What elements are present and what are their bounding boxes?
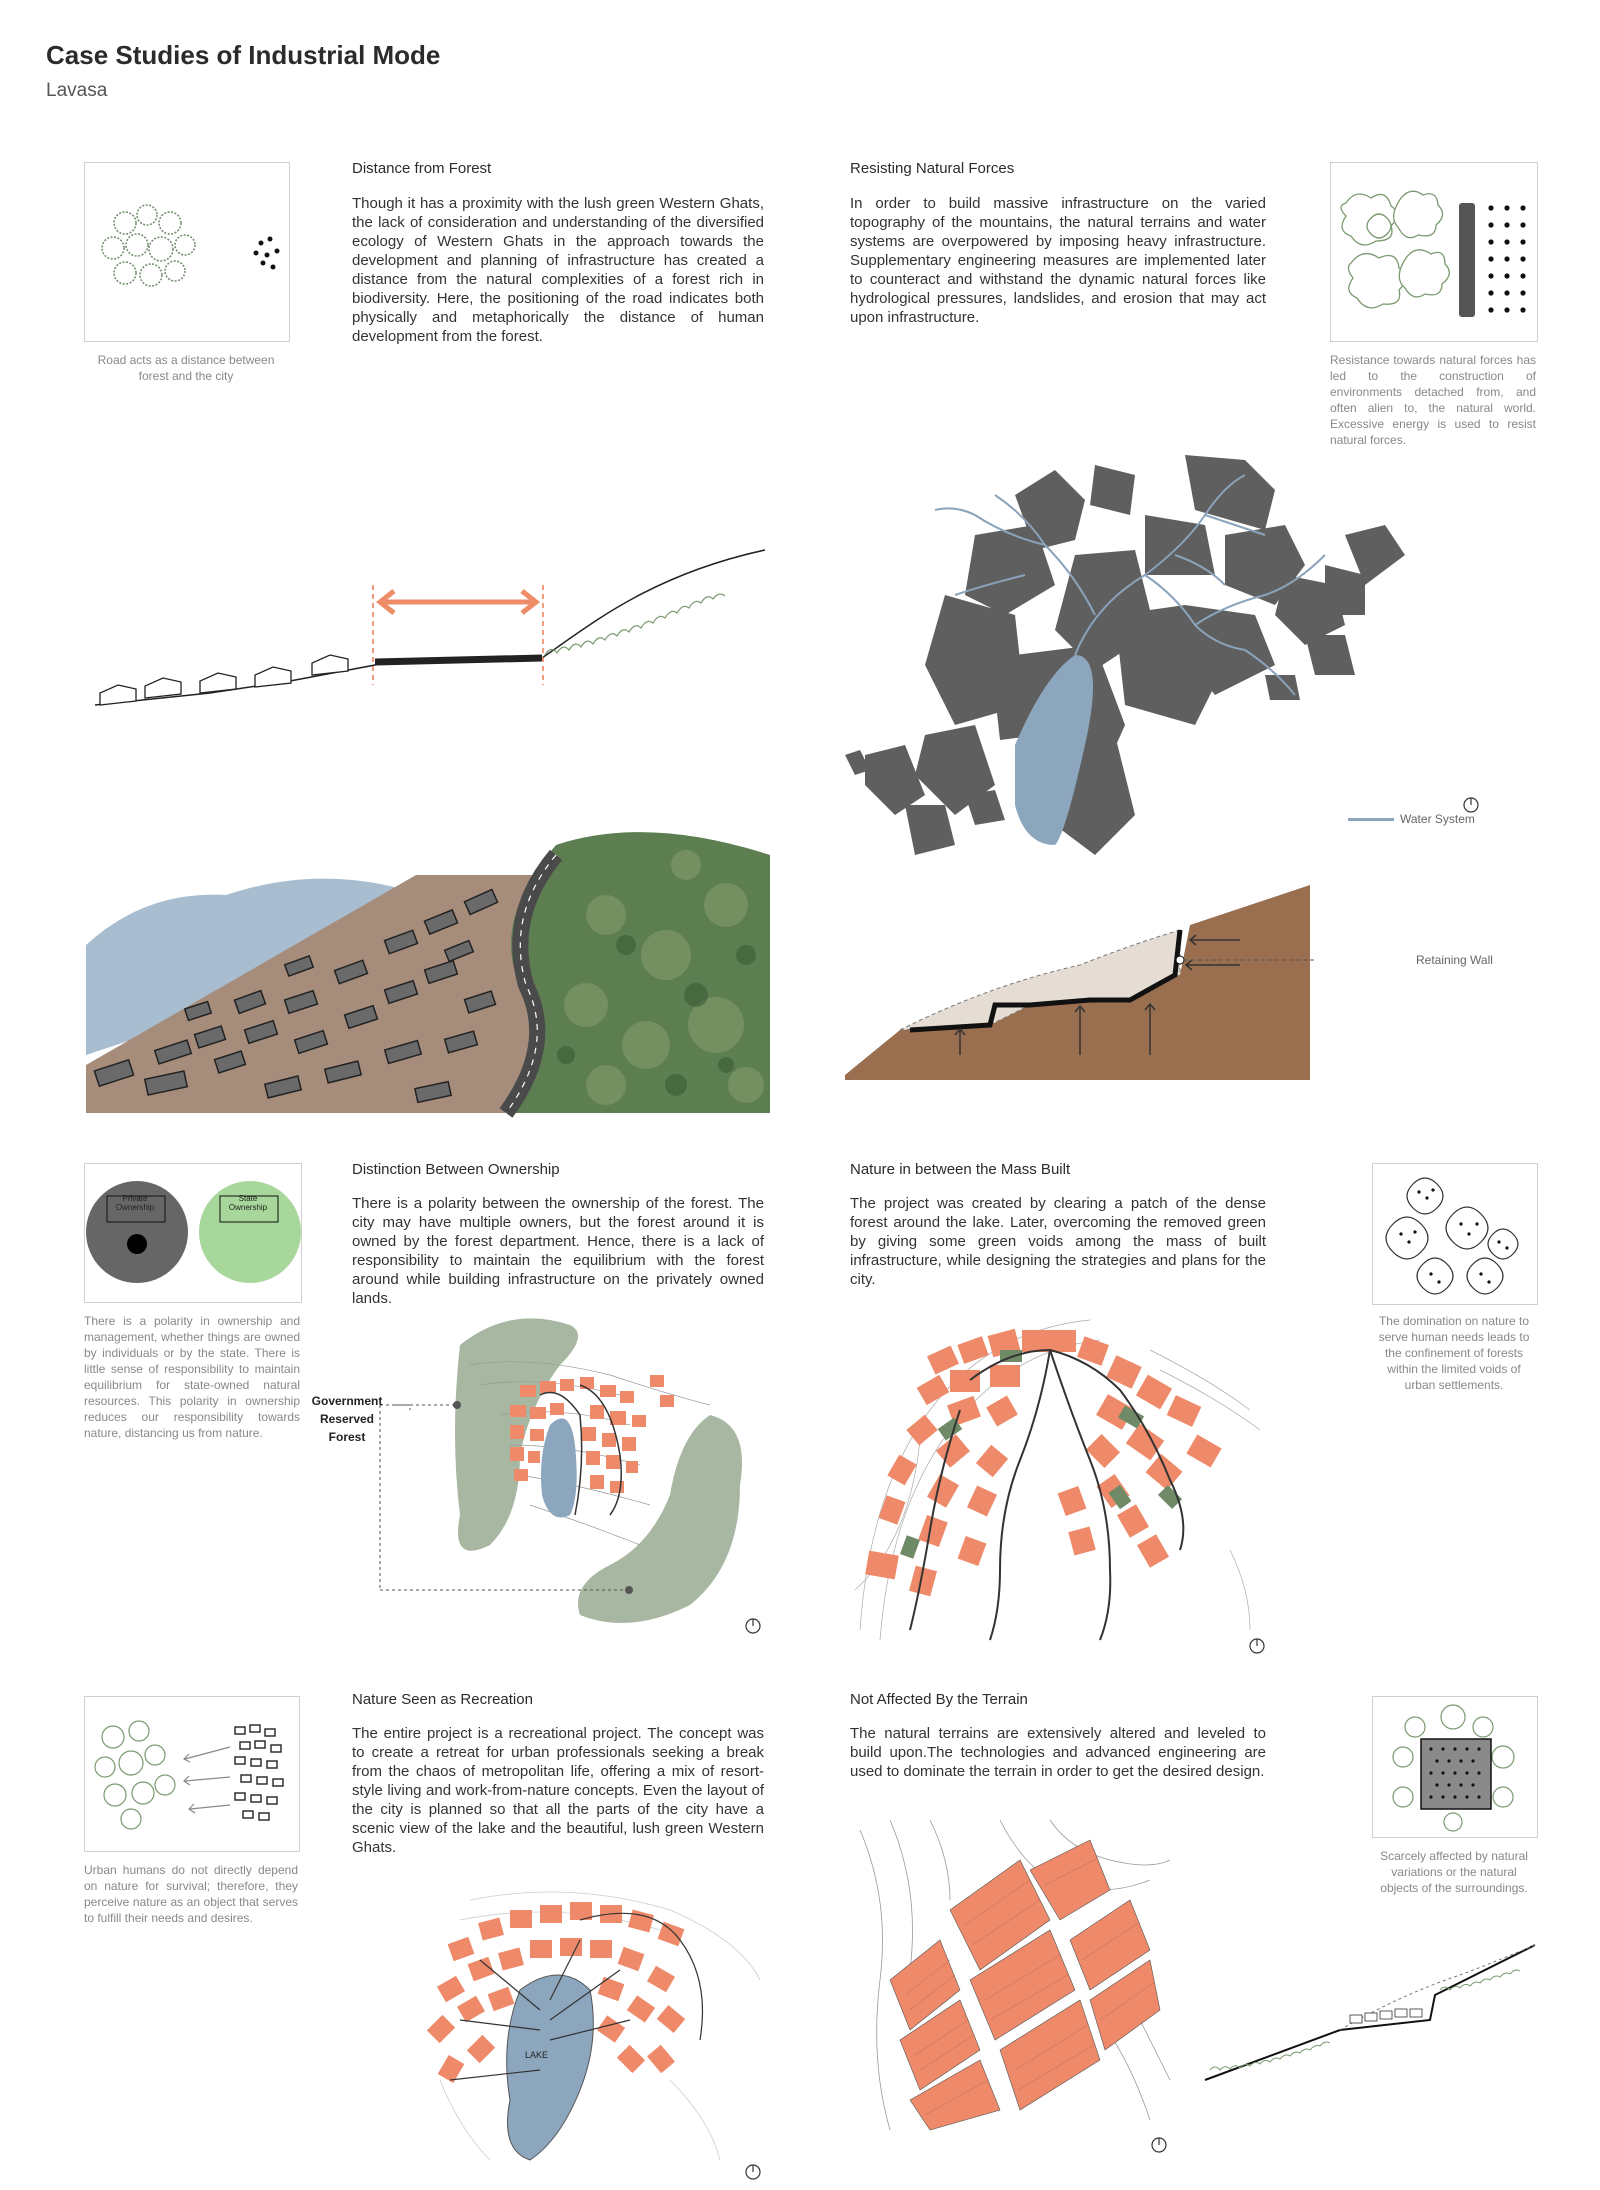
water-legend-swatch [1348,818,1394,821]
terrain-paragraph: The natural terrains are extensively altered and leveled to build upon.The technologies and advanced engineering are used to dominate the terrain in order to get the desired design. [850,1725,1266,1780]
leveled-block-icon [1373,1697,1537,1837]
north-arrow-3 [1248,1637,1266,1655]
recreation-caption: Urban humans do not directly depend on nature for survival; therefore, they perceive nature as an object that serves to fulfill their needs and desires. [84,1863,298,1925]
confined-forest-icon [1373,1164,1537,1304]
ownership-paragraph: There is a polarity between the ownership of the forest. The city may have multiple owners, but the forest around it is owned by the forest department. Hence, there is a lack of responsibility to maintain the equilibrium with the forest around while building infrastructure on the privately owned lands. [352,1195,764,1307]
lake-label: LAKE [525,2050,549,2060]
recreation-heading: Nature Seen as Recreation [352,1691,533,1708]
water-legend-label: Water System [1400,812,1475,826]
mass-built-caption: The domination on nature to serve human needs leads to the confinement of forests within the limited voids of urban settlements. [1378,1314,1530,1392]
resisting-caption: Resistance towards natural forces has led to the construction of environments detached from, and often alien to, the natural world. Excessive energy is used to resist natural forces. [1330,353,1536,447]
road-section-sketch [90,505,770,715]
resisting-heading: Resisting Natural Forces [850,160,1015,177]
state-ownership-label-2: Ownership [228,1203,268,1212]
north-arrow-5 [1150,2136,1168,2154]
retaining-wall-label: Retaining Wall [1416,953,1493,967]
forest-city-icon [85,163,289,341]
ownership-heading: Distinction Between Ownership [352,1161,560,1178]
recreation-icon [85,1697,299,1851]
wall-vs-forest-icon [1331,163,1537,341]
distance-heading: Distance from Forest [352,160,492,177]
terrain-icon-frame [1372,1696,1538,1838]
aerial-settlement-painting [86,835,770,1113]
resisting-paragraph: In order to build massive infrastructure on the varied topography of the mountains, the natural terrains and water systems are overpowered by imposing heavy infrastructure. Supplementary engineering measures are implemented later to counteract and withstand the dynamic natural forces like hydrological pressures, landslides, and erosion that may act upon infrastructure. [850,195,1266,326]
distance-caption: Road acts as a distance between forest and the city [97,353,275,383]
distance-icon-frame [84,162,290,342]
recreation-plan [420,1880,770,2180]
ownership-plan [410,1315,770,1645]
massing-plan [845,455,1425,875]
mass-built-plan [850,1290,1270,1660]
terrain-caption: Scarcely affected by natural variations or the natural objects of the surroundings. [1380,1849,1528,1895]
mass-built-paragraph: The project was created by clearing a patch of the dense forest around the lake. Later, overcoming the removed green by giving some green voids among the mass of built infrastructure, while designing the strategies and plans for the city. [850,1195,1266,1288]
gov-forest-label-1: Government [311,1394,383,1408]
ownership-caption: There is a polarity in ownership and management, whether things are owned by individuals or by the state. There is little sense of responsibility to maintain equilibrium for state-owned natural resources. This polarity in ownership reduces our responsibility towards nature, distancing us from nature. [84,1314,300,1440]
private-ownership-label-2: Ownership [115,1203,155,1212]
terrain-plan [850,1820,1170,2140]
recreation-paragraph: The entire project is a recreational project. The concept was to create a retreat for urban professionals seeking a break from the chaos of metropolitan life, offering a mix of resort-style living and work-from-nature concepts. Even the layout of the city is planned so that all the parts of the city have a scenic view of the lake and the beautiful, lush green Western Ghats. [352,1725,764,1856]
recreation-icon-frame [84,1696,300,1852]
north-arrow-4 [744,2163,762,2181]
ownership-icon [85,1164,301,1302]
page-subtitle: Lavasa [46,80,108,101]
private-ownership-label-1: Private [122,1194,148,1203]
state-ownership-label-1: State [238,1194,258,1203]
distance-paragraph: Though it has a proximity with the lush green Western Ghats, the lack of consideration and understanding of the diversified ecology of Western Ghats in the approach towards the development and planning of infrastructure has created a distance from the natural complexities of a forest rich in biodiversity. Here, the positioning of the road indicates both physically and metaphorically the distance of human development from the forest. [352,195,764,345]
retaining-wall-section [840,885,1320,1080]
terrain-heading: Not Affected By the Terrain [850,1691,1028,1708]
gov-forest-label-2: Reserved [319,1412,375,1426]
resisting-icon-frame [1330,162,1538,342]
north-arrow-2 [744,1617,762,1635]
page-title: Case Studies of Industrial Mode [46,40,441,70]
mass-built-heading: Nature in between the Mass Built [850,1161,1071,1178]
gov-forest-label-3: Forest [328,1430,366,1444]
terrain-section-sketch [1200,1935,1540,2085]
mass-built-icon-frame [1372,1163,1538,1305]
ownership-icon-frame [84,1163,302,1303]
